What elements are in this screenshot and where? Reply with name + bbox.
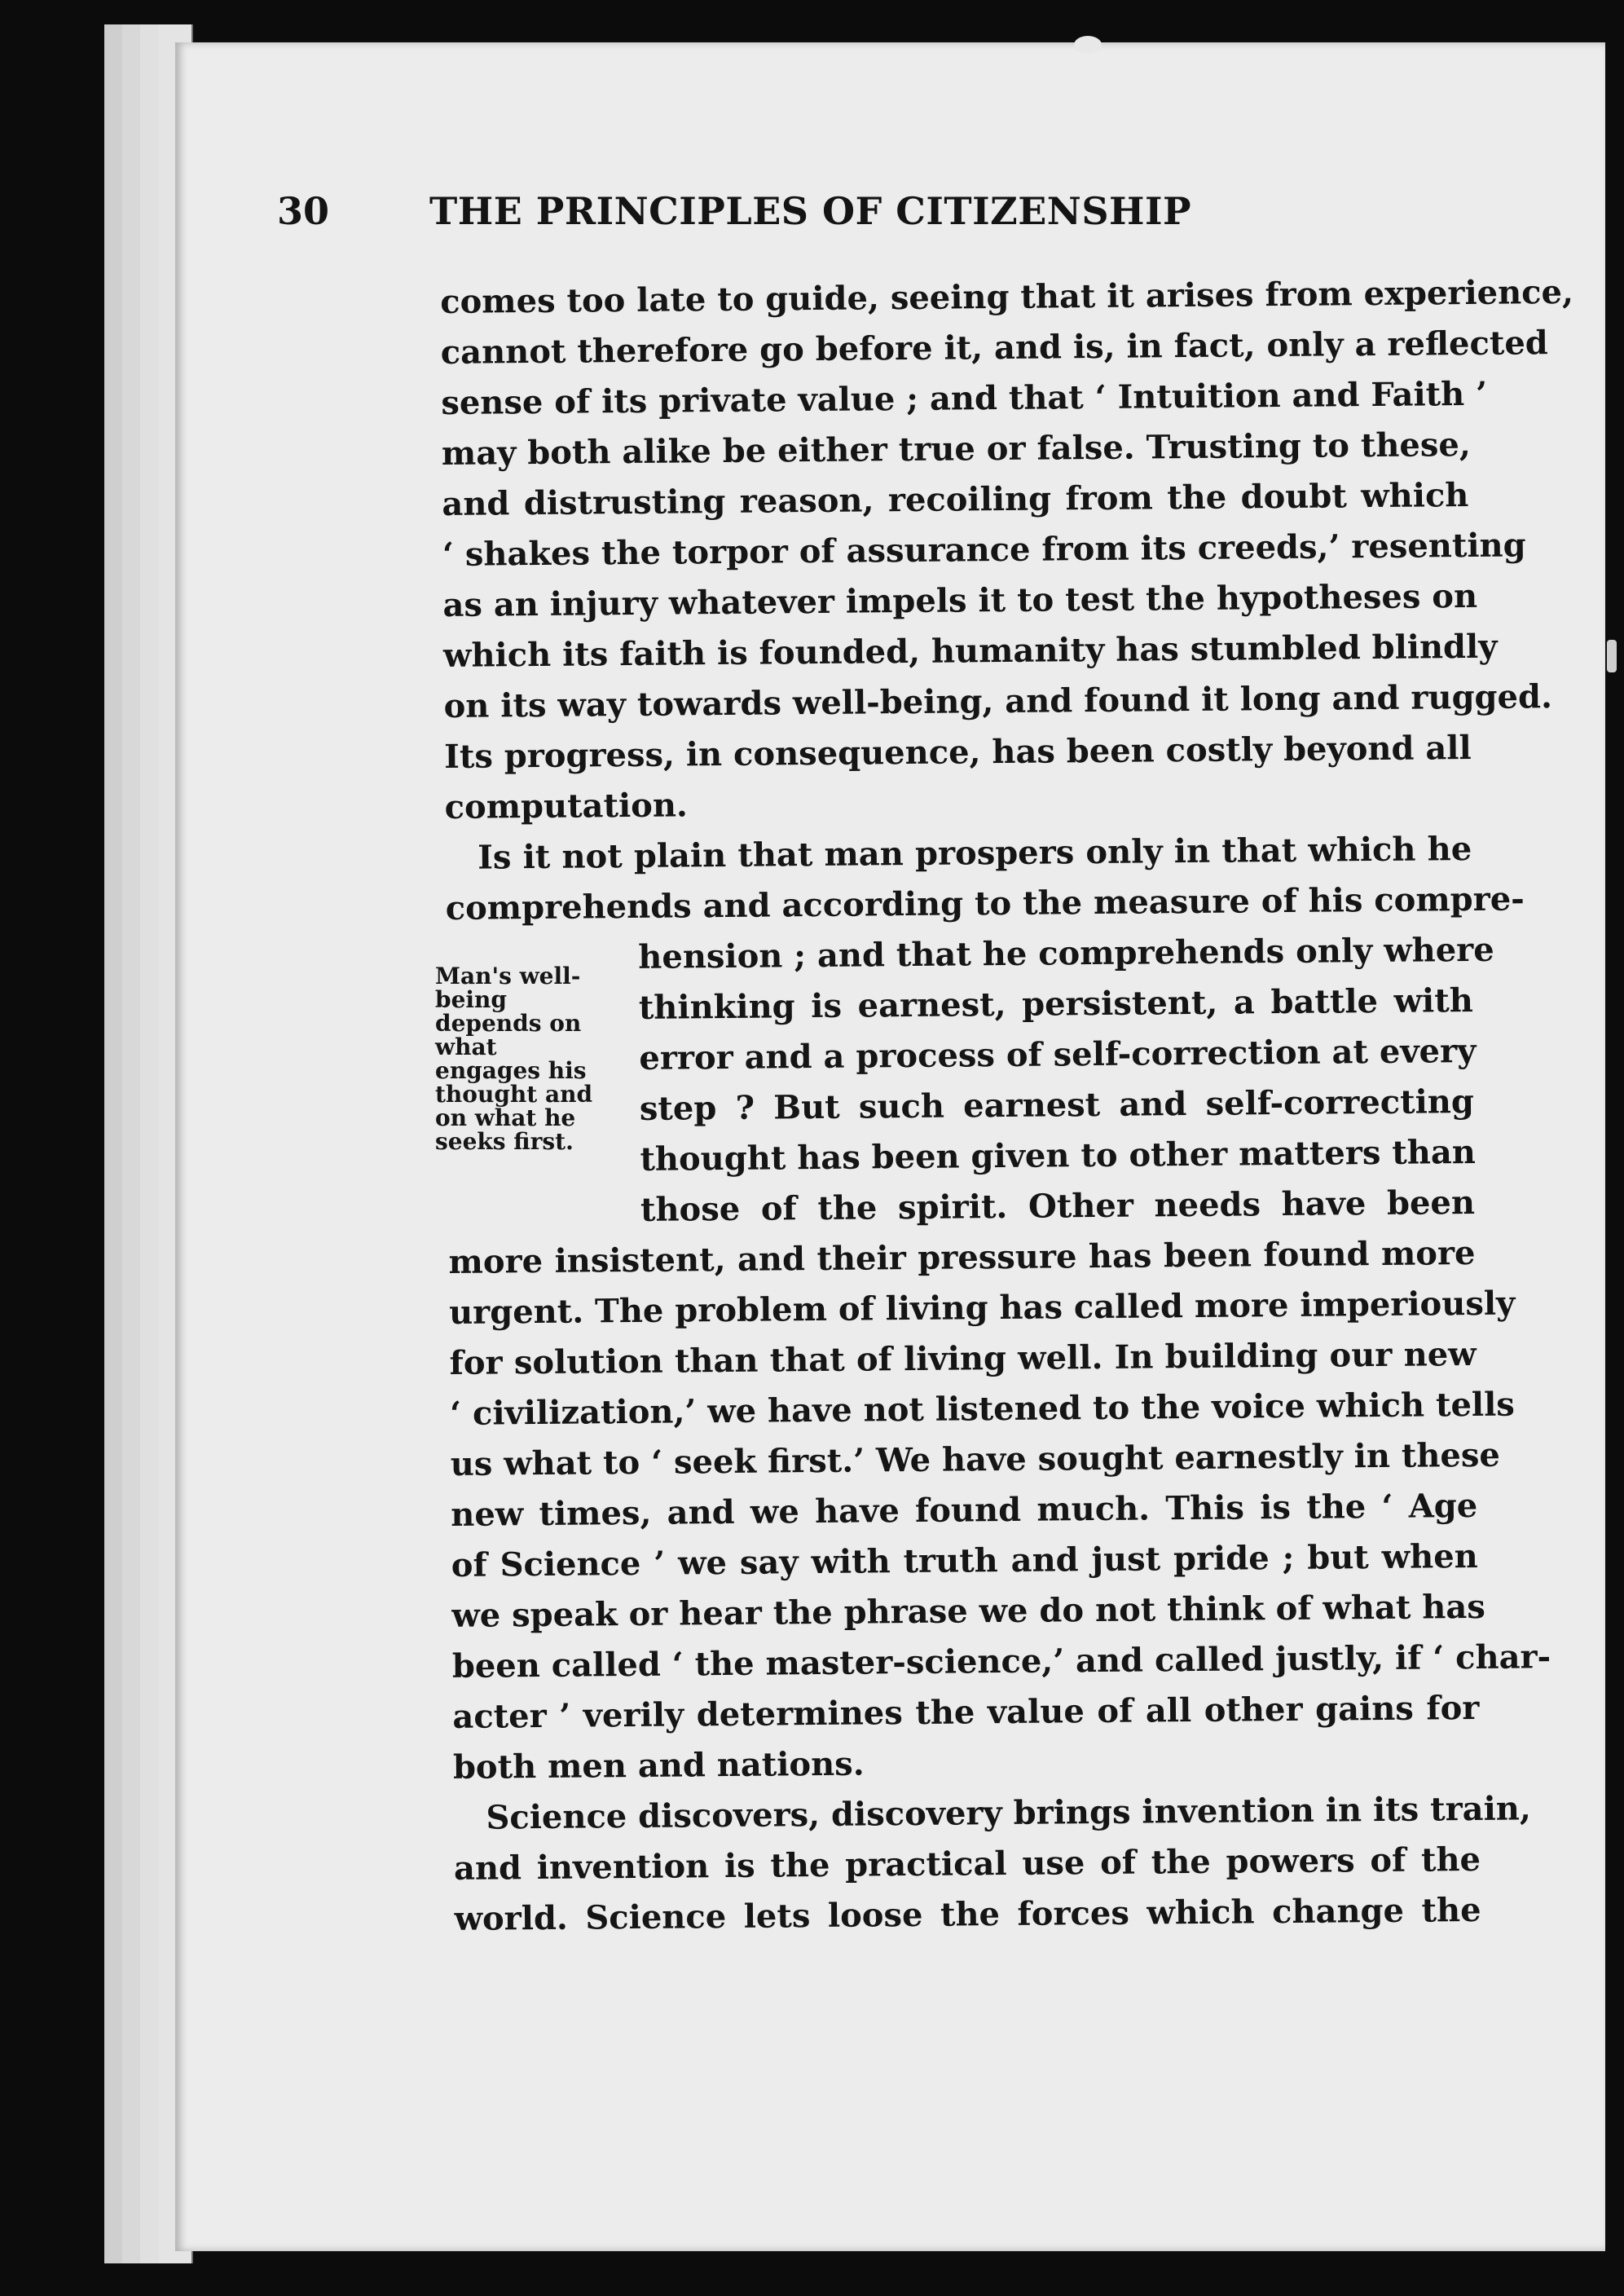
text-line: new times, and we have found much. This is the ‘ Age: [451, 1486, 1478, 1534]
text-line: been called ‘ the master-science,’ and called justly, if ‘ char-: [451, 1637, 1551, 1686]
margin-note-line: engages his: [435, 1057, 587, 1084]
margin-note-line: depends on: [435, 1010, 582, 1037]
text-line: Its progress, in consequence, has been costly beyond all: [443, 728, 1472, 776]
text-line: cannot therefore go before it, and is, in fact, only a reflected: [440, 324, 1548, 372]
text-line: both men and nations.: [452, 1744, 865, 1787]
text-line: hension ; and that he comprehends only where: [638, 930, 1494, 976]
text-line: acter ’ verily determines the value of all other gains for: [452, 1688, 1480, 1736]
text-line: ‘ shakes the torpor of assurance from its creeds,’ resenting: [442, 526, 1526, 574]
text-line: more insistent, and their pressure has been found more: [448, 1233, 1476, 1281]
margin-note-line: being: [435, 986, 507, 1013]
text-line: world. Science lets loose the forces which change the: [454, 1890, 1481, 1938]
scan-speck: [1607, 640, 1617, 672]
text-line: computation.: [444, 786, 689, 826]
text-line: Science discovers, discovery brings invention in its train,: [486, 1789, 1531, 1837]
margin-note-line: Man's well-: [435, 963, 581, 989]
body-text: [440, 268, 1574, 1945]
margin-note-line: what: [435, 1033, 497, 1060]
text-line: Is it not plain that man prospers only in that which he: [478, 829, 1472, 877]
margin-note-line: seeks first.: [435, 1128, 574, 1155]
margin-note-line: on what he: [435, 1104, 576, 1131]
text-line: on its way towards well-being, and found it long and rugged.: [443, 677, 1553, 725]
text-line: ‘ civilization,’ we have not listened to the voice which tells: [449, 1385, 1516, 1433]
scan-speck: [1074, 36, 1102, 54]
text-line: and invention is the practical use of the powers of the: [453, 1840, 1481, 1888]
text-line: may both alike be either true or false. Trusting to these,: [441, 425, 1471, 473]
text-line: sense of its private value ; and that ‘ Intuition and Faith ’: [441, 374, 1488, 422]
text-line: step ? But such earnest and self-correcting: [639, 1082, 1475, 1128]
page-number: 30: [277, 189, 330, 233]
text-line: which its faith is founded, humanity has stumbled blindly: [442, 627, 1498, 675]
text-line: thought has been given to other matters than: [640, 1132, 1477, 1179]
text-line: comes too late to guide, seeing that it arises from experience,: [440, 272, 1574, 321]
margin-note-line: thought and: [435, 1081, 593, 1108]
text-line: for solution than that of living well. In building our new: [449, 1334, 1477, 1382]
text-line: those of the spirit. Other needs have been: [640, 1183, 1476, 1229]
text-line: urgent. The problem of living has called more imperiously: [448, 1284, 1516, 1332]
text-line: comprehends and according to the measure of his compre-: [445, 879, 1525, 928]
text-line: thinking is earnest, persistent, a battle with: [638, 981, 1473, 1027]
text-line: as an injury whatever impels it to test the hypotheses on: [442, 576, 1478, 624]
text-line: us what to ‘ seek first.’ We have sought earnestly in these: [450, 1435, 1501, 1483]
text-line: of Science ’ we say with truth and just pride ; but when: [451, 1536, 1478, 1584]
text-line: error and a process of self-correction at every: [639, 1031, 1477, 1077]
text-line: we speak or hear the phrase we do not think of what has: [451, 1587, 1485, 1635]
running-head: [277, 189, 1336, 246]
text-line: and distrusting reason, recoiling from the doubt which: [442, 475, 1469, 523]
running-title: THE PRINCIPLES OF CITIZENSHIP: [429, 189, 1192, 233]
